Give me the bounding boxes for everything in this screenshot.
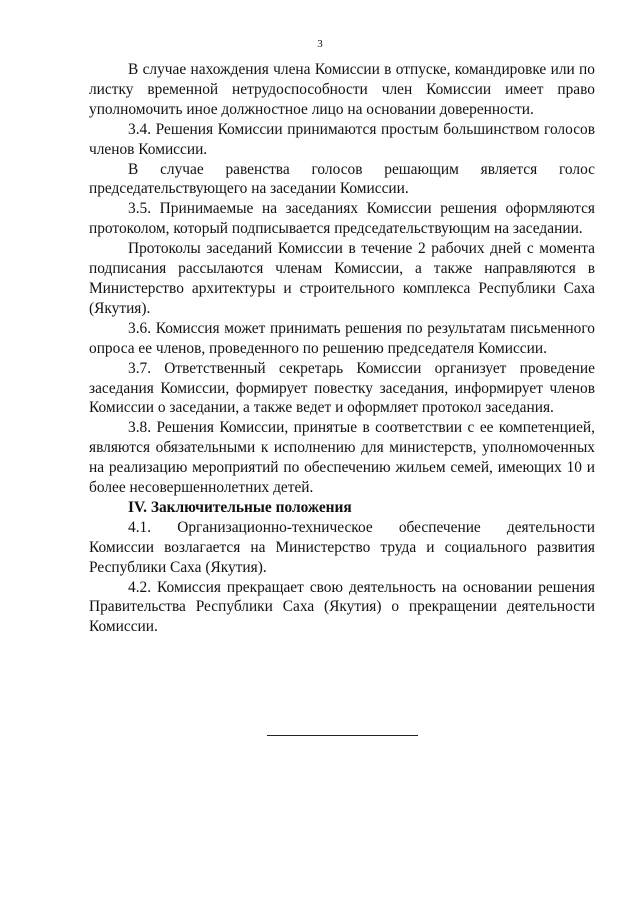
paragraph-protocols-distribution: Протоколы заседаний Комиссии в течение 2 рабочих дней с момента подписания рассылаются членам Комиссии, а также направляются в Министерство архитектуры и строительного комплекса Республики Саха (Якутия). [89,240,595,317]
paragraph-3-7: 3.7. Ответственный секретарь Комиссии организует проведение заседания Комиссии, формирует повестку заседания, информирует членов Комиссии о заседании, а также ведет и оформляет протокол заседания. [89,359,595,417]
page-number: 3 [317,38,323,50]
end-separator-line [267,735,418,736]
paragraph-4-2: 4.2. Комиссия прекращает свою деятельность на основании решения Правительства Республики Саха (Якутия) о прекращении деятельности Комиссии. [89,578,595,636]
paragraph-4-1: 4.1. Организационно-техническое обеспечение деятельности Комиссии возлагается на Министерство труда и социального развития Республики Саха (Якутия). [89,518,595,576]
section-heading: IV. Заключительные положения [128,498,352,516]
paragraph-tie-vote: В случае равенства голосов решающим является голос председательствующего на заседании Комиссии. [89,160,595,198]
document-body [89,60,595,637]
paragraph-3-6: 3.6. Комиссия может принимать решения по результатам письменного опроса ее членов, проведенного по решению председателя Комиссии. [89,319,595,357]
paragraph-vacation-delegation: В случае нахождения члена Комиссии в отпуске, командировке или по листку временной нетрудоспособности член Комиссии имеет право уполномочить иное должностное лицо на основании доверенности. [89,61,595,118]
paragraph-3-5: 3.5. Принимаемые на заседаниях Комиссии решения оформляются протоколом, который подписывается председательствующим на заседании. [89,200,595,238]
paragraph-3-4: 3.4. Решения Комиссии принимаются простым большинством голосов членов Комиссии. [89,120,595,158]
paragraph-3-8: 3.8. Решения Комиссии, принятые в соответствии с ее компетенцией, являются обязательными к исполнению для министерств, уполномоченных на реализацию мероприятий по обеспечению жильем семей, имеющих 10 и более несовершеннолетних детей. [89,419,595,497]
